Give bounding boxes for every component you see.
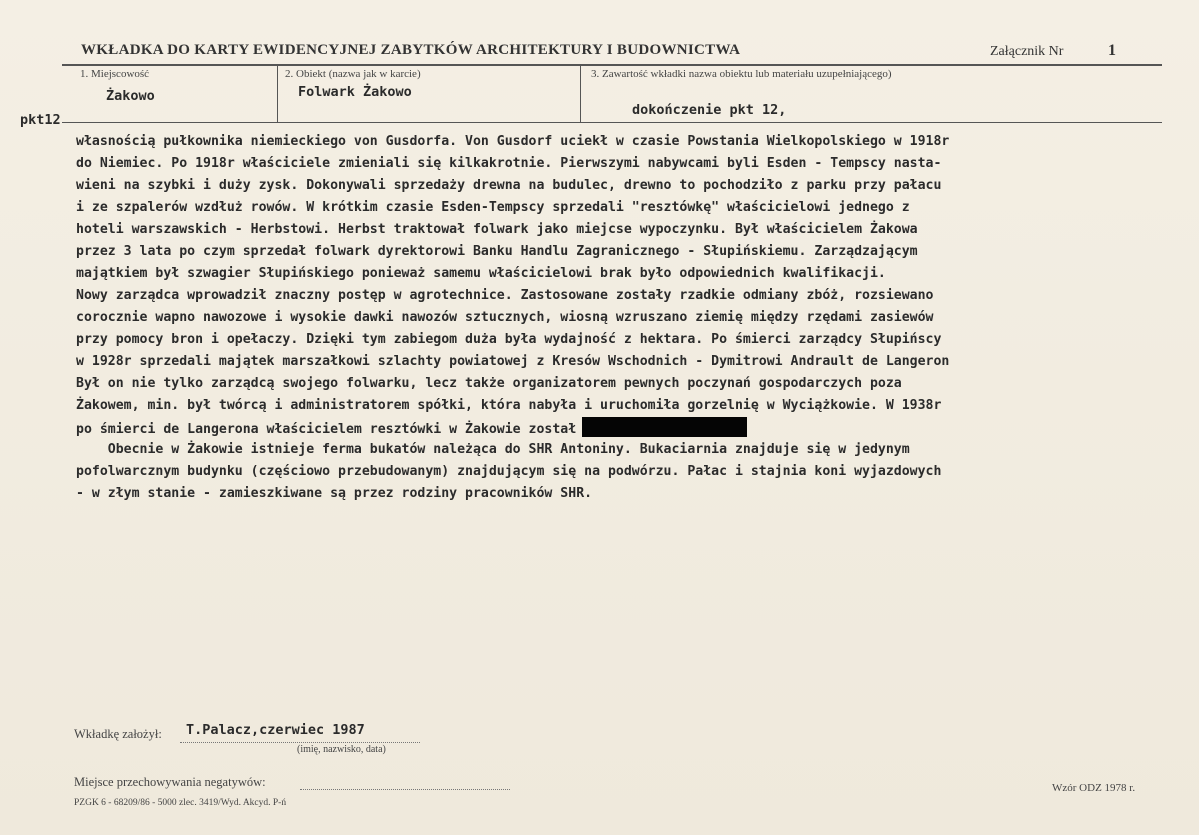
- body-line: majątkiem był szwagier Słupińskiego ponieważ samemu właścicielowi brak było odpowiednich kwalifikacji.: [76, 266, 886, 281]
- fields-bottom-rule: [62, 122, 1162, 123]
- prepared-dotted-line: [180, 742, 420, 743]
- object-value: Folwark Żakowo: [298, 84, 412, 100]
- body-line: hoteli warszawskich - Herbstowi. Herbst traktował folwark jako miejcse wypoczynku. Był właścicielem Żakowa: [76, 222, 918, 237]
- field-divider-1: [277, 65, 278, 123]
- body-line: wieni na szybki i duży zysk. Dokonywali sprzedaży drewna na budulec, drewno to pochodziło z parku przy pałacu: [76, 178, 942, 193]
- prepared-hint: (imię, nazwisko, data): [297, 744, 386, 755]
- body-line: w 1928r sprzedali majątek marszałkowi szlachty powiatowej z Kresów Wschodnich - Dymitrowi Andrault de Langeron: [76, 354, 950, 369]
- body-line-text: po śmierci de Langerona właścicielem resztówki w Żakowie został: [76, 422, 577, 437]
- body-line: własnością pułkownika niemieckiego von Gusdorfa. Von Gusdorf uciekł w czasie Powstania Wielkopolskiego w 1918r: [76, 134, 950, 149]
- body-line: Nowy zarządca wprowadził znaczny postęp w agrotechnice. Zastosowane zostały rzadkie odmiany zbóż, rozsiewano: [76, 288, 934, 303]
- redaction-bar: [582, 417, 747, 437]
- body-line: pofolwarcznym budynku (częściowo przebudowanym) znajdującym się na podwórzu. Pałac i stajnia koni wyjazdowych: [76, 464, 942, 479]
- body-line: corocznie wapno nawozowe i wysokie dawki nawozów sztucznych, wiosną wzruszano ziemię między rzędami zasiewów: [76, 310, 934, 325]
- body-text: [76, 131, 949, 505]
- annex-number: 1: [1108, 42, 1116, 59]
- body-line: do Niemiec. Po 1918r właściciele zmieniali się kilkakrotnie. Pierwszymi nabywcami byli Esden - Tempscy nasta-: [76, 156, 942, 171]
- content-label: 3. Zawartość wkładki nazwa obiektu lub materiału uzupełniającego): [591, 68, 892, 80]
- negatives-label: Miejsce przechowywania negatywów:: [74, 775, 266, 789]
- margin-note: pkt12: [20, 112, 61, 128]
- prepared-value: T.Palacz,czerwiec 1987: [186, 722, 365, 738]
- annex-label: Załącznik Nr: [990, 44, 1064, 59]
- field-divider-2: [580, 65, 581, 123]
- form-title: WKŁADKA DO KARTY EWIDENCYJNEJ ZABYTKÓW ARCHITEKTURY I BUDOWNICTWA: [81, 42, 741, 58]
- body-line: i ze szpalerów wzdłuż rowów. W krótkim czasie Esden-Tempscy sprzedali "resztówkę" właścicielowi jednego z: [76, 200, 910, 215]
- body-line: przez 3 lata po czym sprzedał folwark dyrektorowi Banku Handlu Zagranicznego - Słupińskiemu. Zarządzającym: [76, 244, 918, 259]
- header-rule: [62, 64, 1162, 66]
- body-line: - w złym stanie - zamieszkiwane są przez rodziny pracowników SHR.: [76, 486, 593, 501]
- place-label: 1. Miejscowość: [80, 68, 150, 80]
- print-info: PZGK 6 - 68209/86 - 5000 zlec. 3419/Wyd. Akcyd. P-ń: [74, 798, 287, 808]
- prepared-label: Wkładkę założył:: [74, 727, 162, 741]
- body-line: Był on nie tylko zarządcą swojego folwarku, lecz także organizatorem pewnych poczynań gospodarczych poza: [76, 376, 902, 391]
- body-line: Żakowem, min. był twórcą i administratorem spółki, która nabyła i uruchomiła gorzelnię w Wyciążkowie. W 1938r: [76, 398, 942, 413]
- body-line-redacted: [76, 417, 949, 439]
- object-label: 2. Obiekt (nazwa jak w karcie): [285, 68, 421, 80]
- body-line: Obecnie w Żakowie istnieje ferma bukatów należąca do SHR Antoniny. Bukaciarnia znajduje się w jedynym: [76, 442, 910, 457]
- body-line: przy pomocy bron i opełaczy. Dzięki tym zabiegom duża była wydajność z hektara. Po śmierci zarządcy Słupińscy: [76, 332, 942, 347]
- negatives-dotted-line: [300, 789, 510, 790]
- place-value: Żakowo: [106, 88, 155, 104]
- form-reference: Wzór ODZ 1978 r.: [1052, 782, 1136, 794]
- content-value: dokończenie pkt 12,: [632, 102, 787, 118]
